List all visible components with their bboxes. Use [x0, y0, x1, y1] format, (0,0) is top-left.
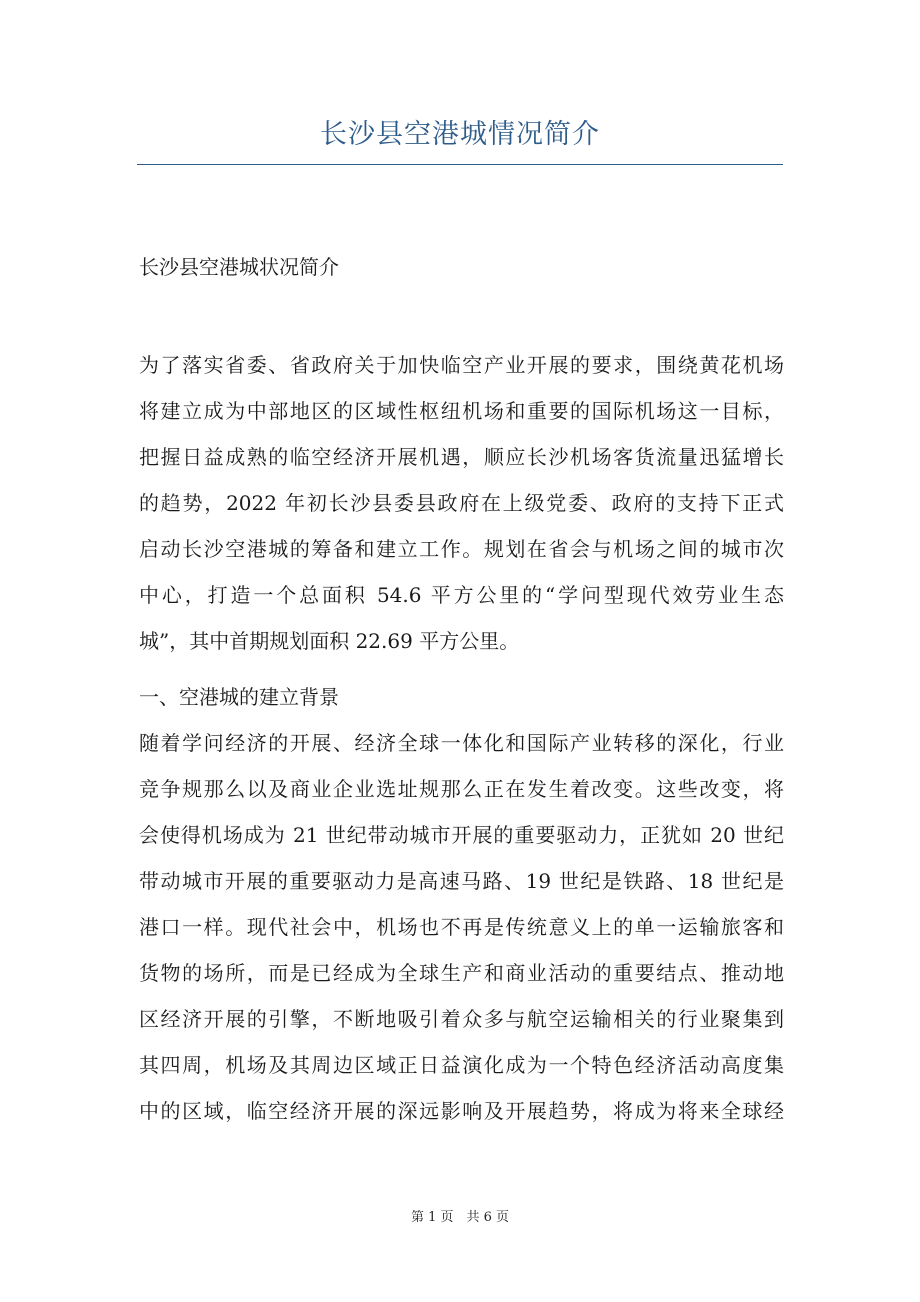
paragraph-line: 启动长沙空港城的筹备和建立工作。规划在省会与机场之间的城市次: [139, 537, 784, 561]
paragraph-line: 中心，打造一个总面积 54.6 平方公里的“学问型现代效劳业生态: [139, 583, 784, 607]
paragraph-line: 城”，其中首期规划面积 22.69 平方公里。: [139, 629, 520, 653]
document-title: 长沙县空港城情况简介: [320, 119, 600, 150]
paragraph-line: 中的区域，临空经济开展的深远影响及开展趋势，将成为将来全球经: [139, 1099, 784, 1123]
paragraph-line: 会使得机场成为 21 世纪带动城市开展的重要驱动力，正犹如 20 世纪: [139, 823, 784, 847]
paragraph-1: [139, 342, 784, 664]
section-1: [139, 674, 784, 1134]
title-divider: [137, 164, 783, 165]
paragraph-line: 随着学问经济的开展、经济全球一体化和国际产业转移的深化，行业: [139, 731, 784, 755]
page-footer: 第 1 页 共 6 页: [410, 1210, 510, 1225]
paragraph-line: 把握日益成熟的临空经济开展机遇，顺应长沙机场客货流量迅猛增长: [139, 445, 784, 469]
paragraph-line: 为了落实省委、省政府关于加快临空产业开展的要求，围绕黄花机场: [139, 353, 784, 377]
paragraph-line: 带动城市开展的重要驱动力是高速马路、19 世纪是铁路、18 世纪是: [139, 869, 784, 893]
paragraph-line: 区经济开展的引擎，不断地吸引着众多与航空运输相关的行业聚集到: [139, 1007, 784, 1031]
paragraph-line: 将建立成为中部地区的区域性枢纽机场和重要的国际机场这一目标，: [139, 399, 784, 423]
paragraph-line: 港口一样。现代社会中，机场也不再是传统意义上的单一运输旅客和: [139, 915, 784, 939]
paragraph-line: 竞争规那么以及商业企业选址规那么正在发生着改变。这些改变，将: [139, 777, 784, 801]
section-heading: 一、空港城的建立背景: [139, 685, 339, 709]
paragraph-line: 其四周，机场及其周边区域正日益演化成为一个特色经济活动高度集: [139, 1053, 784, 1077]
paragraph-line: 货物的场所，而是已经成为全球生产和商业活动的重要结点、推动地: [139, 961, 784, 985]
document-subtitle: 长沙县空港城状况简介: [139, 255, 339, 279]
paragraph-line: 的趋势，2022 年初长沙县委县政府在上级党委、政府的支持下正式: [139, 491, 784, 515]
